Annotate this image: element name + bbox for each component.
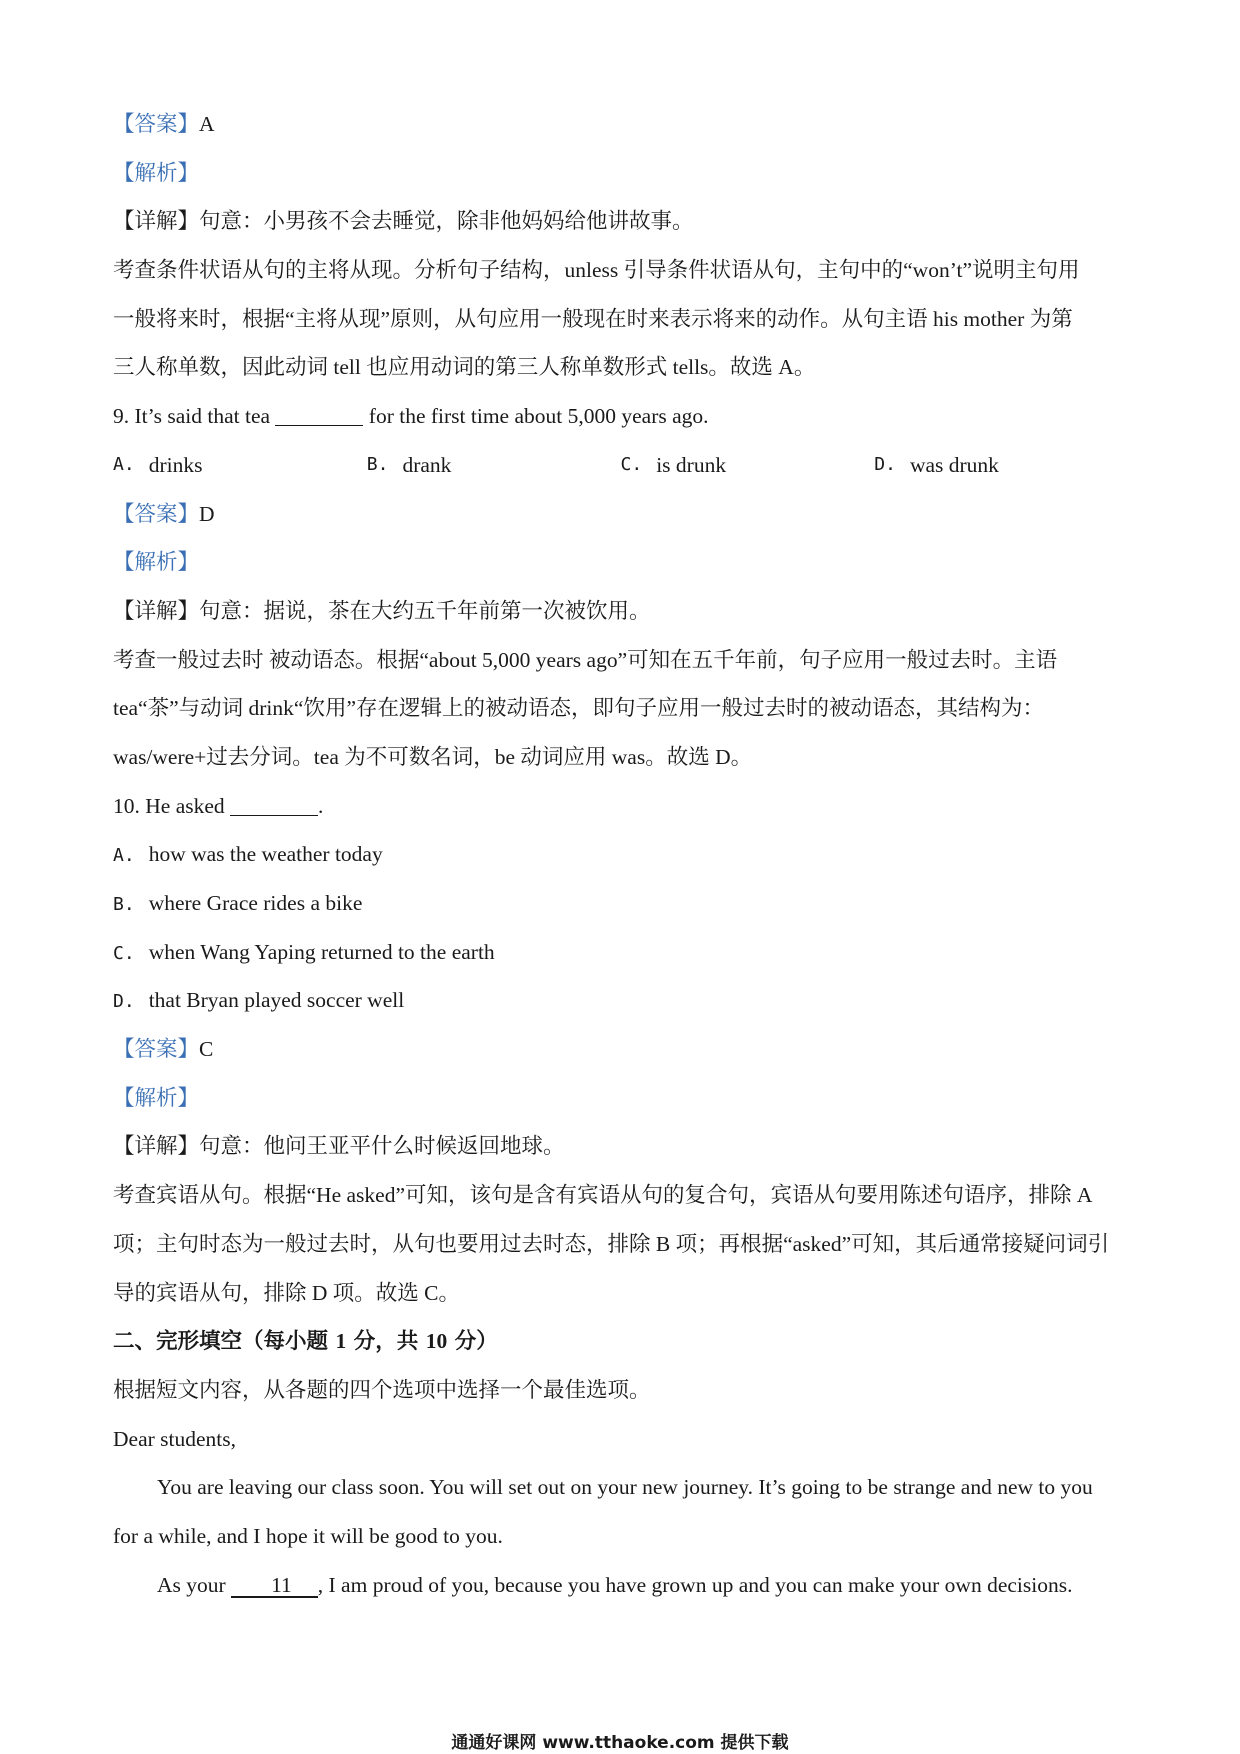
explanation-line: was/were+过去分词。tea 为不可数名词，be 动词应用 was。故选 D。 [113, 744, 753, 769]
cloze-gap-number: 11 [231, 1574, 318, 1598]
stem-text: 10. He asked [113, 793, 231, 818]
passage-line: You are leaving our class soon. You will set out on your new journey. It’s going to be strange and new to you [157, 1475, 1093, 1500]
detail-tag: 【详解】 [113, 1134, 200, 1159]
heading-text: 分） [447, 1329, 498, 1355]
option-letter: A. [113, 453, 135, 475]
explanation-line: 考查宾语从句。根据“He asked”可知，该句是含有宾语从句的复合句，宾语从句要用陈述句语序，排除 A [113, 1183, 1093, 1208]
answer-value: A [199, 112, 215, 136]
page-footer: 通通好课网 www.tthaoke.com 提供下载 [451, 1733, 789, 1753]
option-letter: B. [366, 453, 389, 475]
option-text: that Bryan played soccer well [148, 988, 405, 1013]
option-c [113, 928, 1128, 977]
question-stem [113, 782, 1128, 831]
passage-line: for a while, and I hope it will be good to you. [113, 1523, 503, 1548]
option-letter: C. [113, 942, 135, 964]
explanation-line: tea“茶”与动词 drink“饮用”存在逻辑上的被动语态，即句子应用一般过去时的被动语态，其结构为： [113, 696, 1044, 721]
stem-text: for the first time about 5,000 years ago. [363, 404, 709, 429]
detail-line [113, 1122, 1128, 1171]
option-letter: C. [620, 453, 643, 475]
option-a [113, 441, 367, 490]
passage-text: , I am proud of you, because you have grown up and you can make your own decisions. [317, 1572, 1073, 1597]
options-row [113, 441, 1128, 490]
question-stem [113, 392, 1128, 441]
explanation-line: 项；主句时态为一般过去时，从句也要用过去时态，排除 B 项；再根据“asked”可知，其后通常接疑问词引 [113, 1231, 1110, 1256]
answer-tag: 【答案】 [113, 501, 200, 526]
passage-line [113, 1561, 1128, 1610]
option-letter: D. [113, 991, 135, 1013]
detail-text: 句意：他问王亚平什么时候返回地球。 [199, 1134, 565, 1159]
detail-text: 句意：据说，茶在大约五千年前第一次被饮用。 [199, 598, 651, 623]
analysis-line [113, 149, 1128, 198]
analysis-tag: 【解析】 [113, 550, 200, 575]
explanation-line: 考查一般过去时 被动语态。根据“about 5,000 years ago”可知在五千年前，句子应用一般过去时。主语 [113, 647, 1058, 672]
answer-blank [275, 407, 363, 426]
analysis-tag: 【解析】 [113, 1085, 200, 1110]
stem-text: . [318, 793, 324, 818]
heading-text: 二、完形填空（每小题 [113, 1329, 336, 1355]
heading-text: 分，共 [346, 1329, 426, 1355]
option-d [113, 976, 1128, 1025]
answer-line [113, 1025, 1128, 1074]
detail-tag: 【详解】 [113, 598, 200, 623]
heading-number: 10 [425, 1329, 448, 1354]
analysis-line [113, 538, 1128, 587]
stem-text: 9. It’s said that tea [113, 404, 276, 429]
option-d [874, 441, 1128, 490]
detail-line [113, 587, 1128, 636]
answer-line [113, 490, 1128, 539]
page-content [113, 100, 1128, 1609]
analysis-tag: 【解析】 [113, 160, 200, 185]
explanation-line: 一般将来时，根据“主将从现”原则，从句应用一般现在时来表示将来的动作。从句主语 his mother 为第 [113, 306, 1073, 331]
explanation-line: 三人称单数，因此动词 tell 也应用动词的第三人称单数形式 tells。故选 A。 [113, 355, 816, 380]
explanation-line: 导的宾语从句，排除 D 项。故选 C。 [113, 1280, 460, 1305]
passage-text: As your [157, 1572, 232, 1597]
explanation-line: 考查条件状语从句的主将从现。分析句子结构，unless 引导条件状语从句，主句中的“won’t”说明主句用 [113, 258, 1080, 283]
answer-value: D [199, 501, 215, 526]
option-text: when Wang Yaping returned to the earth [148, 939, 495, 964]
option-b [113, 879, 1128, 928]
analysis-line [113, 1074, 1128, 1123]
option-text: how was the weather today [148, 842, 383, 867]
option-letter: A. [113, 845, 135, 867]
detail-text: 句意：小男孩不会去睡觉，除非他妈妈给他讲故事。 [199, 209, 694, 234]
option-b [367, 441, 621, 490]
answer-value: C [199, 1037, 214, 1062]
option-text: was drunk [909, 452, 999, 477]
option-a [113, 830, 1128, 879]
answer-blank [230, 797, 318, 816]
option-text: where Grace rides a bike [148, 891, 363, 915]
detail-line [113, 197, 1128, 246]
answer-tag: 【答案】 [113, 1037, 200, 1062]
letter-salutation: Dear students, [113, 1426, 236, 1451]
answer-line [113, 100, 1128, 149]
section-instruction: 根据短文内容，从各题的四个选项中选择一个最佳选项。 [113, 1377, 651, 1402]
option-text: is drunk [656, 452, 727, 477]
heading-number: 1 [335, 1329, 347, 1354]
option-letter: D. [874, 453, 896, 475]
option-text: drinks [148, 452, 203, 477]
detail-tag: 【详解】 [113, 209, 200, 234]
option-c [621, 441, 875, 490]
answer-tag: 【答案】 [113, 112, 200, 136]
section-heading [113, 1317, 1128, 1366]
option-text: drank [402, 452, 452, 477]
option-letter: B. [113, 894, 135, 915]
